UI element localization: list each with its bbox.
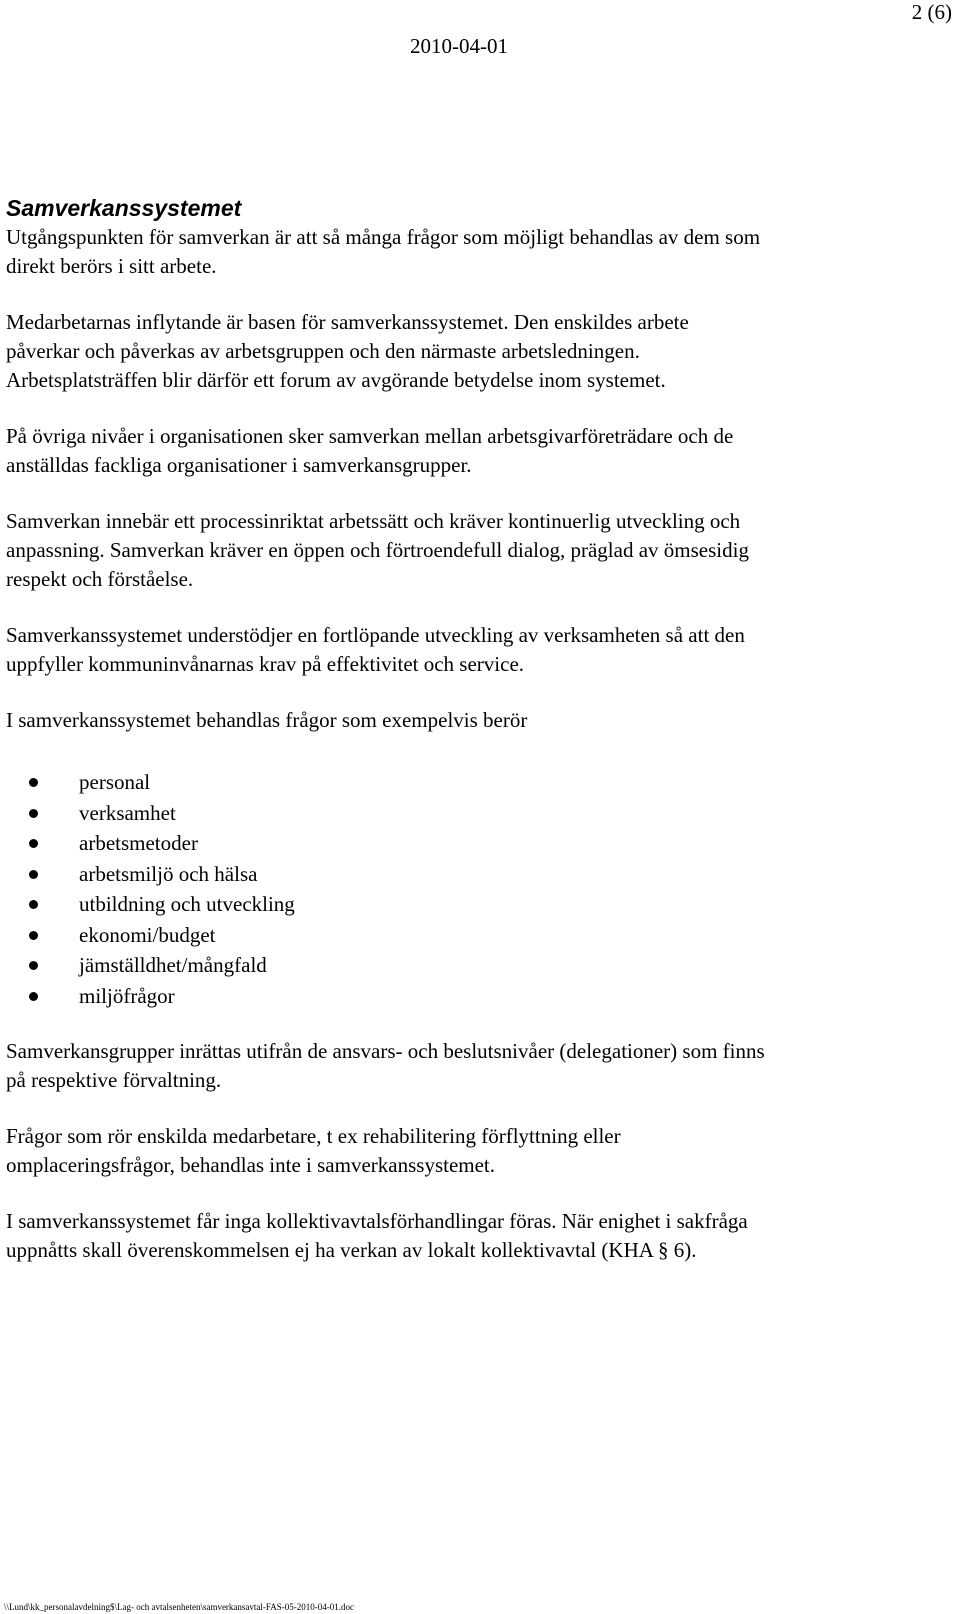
bullet-icon [29,992,38,1001]
list-item [6,859,946,890]
bullet-icon [29,870,38,879]
bullet-icon [29,900,38,909]
paragraph-levels: På övriga nivåer i organisationen sker samverkan mellan arbetsgivarföreträdare och de anställdas fackliga organisationer i samverkansgrupper. [6,424,734,477]
list-item-label: arbetsmetoder [79,831,198,855]
paragraph-groups: Samverkansgrupper inrättas utifrån de ansvars- och beslutsnivåer (delegationer) som finns på respektive förvaltning. [6,1039,765,1092]
paragraph-influence: Medarbetarnas inflytande är basen för samverkanssystemet. Den enskildes arbete påverkar och påverkas av arbetsgruppen och den närmaste arbetsledningen. Arbetsplatsträffen blir därför ett forum av avgörande betydelse inom systemet. [6,310,689,392]
paragraph-individual-matters: Frågor som rör enskilda medarbetare, t ex rehabilitering förflyttning eller omplaceringsfrågor, behandlas inte i samverkanssystemet. [6,1124,621,1177]
list-item [6,828,946,859]
paragraph-development: Samverkanssystemet understödjer en fortlöpande utveckling av verksamheten så att den uppfyller kommuninvånarnas krav på effektivitet och service. [6,623,745,676]
bullet-icon [29,931,38,940]
list-item-label: ekonomi/budget [79,922,216,947]
paragraph-topics-intro: I samverkanssystemet behandlas frågor som exempelvis berör [6,708,528,732]
list-item [6,920,946,951]
header-date: 2010-04-01 [410,34,508,58]
topics-list [6,767,946,1011]
page-number: 2 (6) [911,0,952,24]
list-item-label: personal [79,770,151,794]
document-body [6,193,946,1292]
footer-file-path: \\Lund\kk_personalavdelning$\Lag- och avtalsenheten\samverkansavtal-FAS-05-2010-04-01.doc [4,1602,354,1612]
list-item-label: arbetsmiljö och hälsa [79,861,258,886]
bullet-icon [29,778,38,787]
list-item-label: miljöfrågor [79,983,175,1008]
paragraph-collective-agreements: I samverkanssystemet får inga kollektivavtalsförhandlingar föras. När enighet i sakfråga uppnåtts skall överenskommelsen ej ha verkan av lokalt kollektivavtal (KHA § 6). [6,1209,748,1262]
paragraph-process: Samverkan innebär ett processinriktat arbetssätt och kräver kontinuerlig utveckling och anpassning. Samverkan kräver en öppen och förtroendefull dialog, präglad av ömsesidig respekt och förståelse. [6,509,749,591]
list-item [6,981,946,1012]
list-item [6,889,946,920]
bullet-icon [29,839,38,848]
list-item [6,950,946,981]
bullet-icon [29,961,38,970]
list-item [6,798,946,829]
list-item-label: verksamhet [79,800,176,825]
section-heading: Samverkanssystemet [6,195,242,221]
bullet-icon [29,809,38,818]
list-item-label: jämställdhet/mångfald [79,953,267,977]
paragraph-intro: Utgångspunkten för samverkan är att så många frågor som möjligt behandlas av dem som direkt berörs i sitt arbete. [6,225,761,278]
list-item-label: utbildning och utveckling [79,892,295,916]
list-item [6,767,946,798]
